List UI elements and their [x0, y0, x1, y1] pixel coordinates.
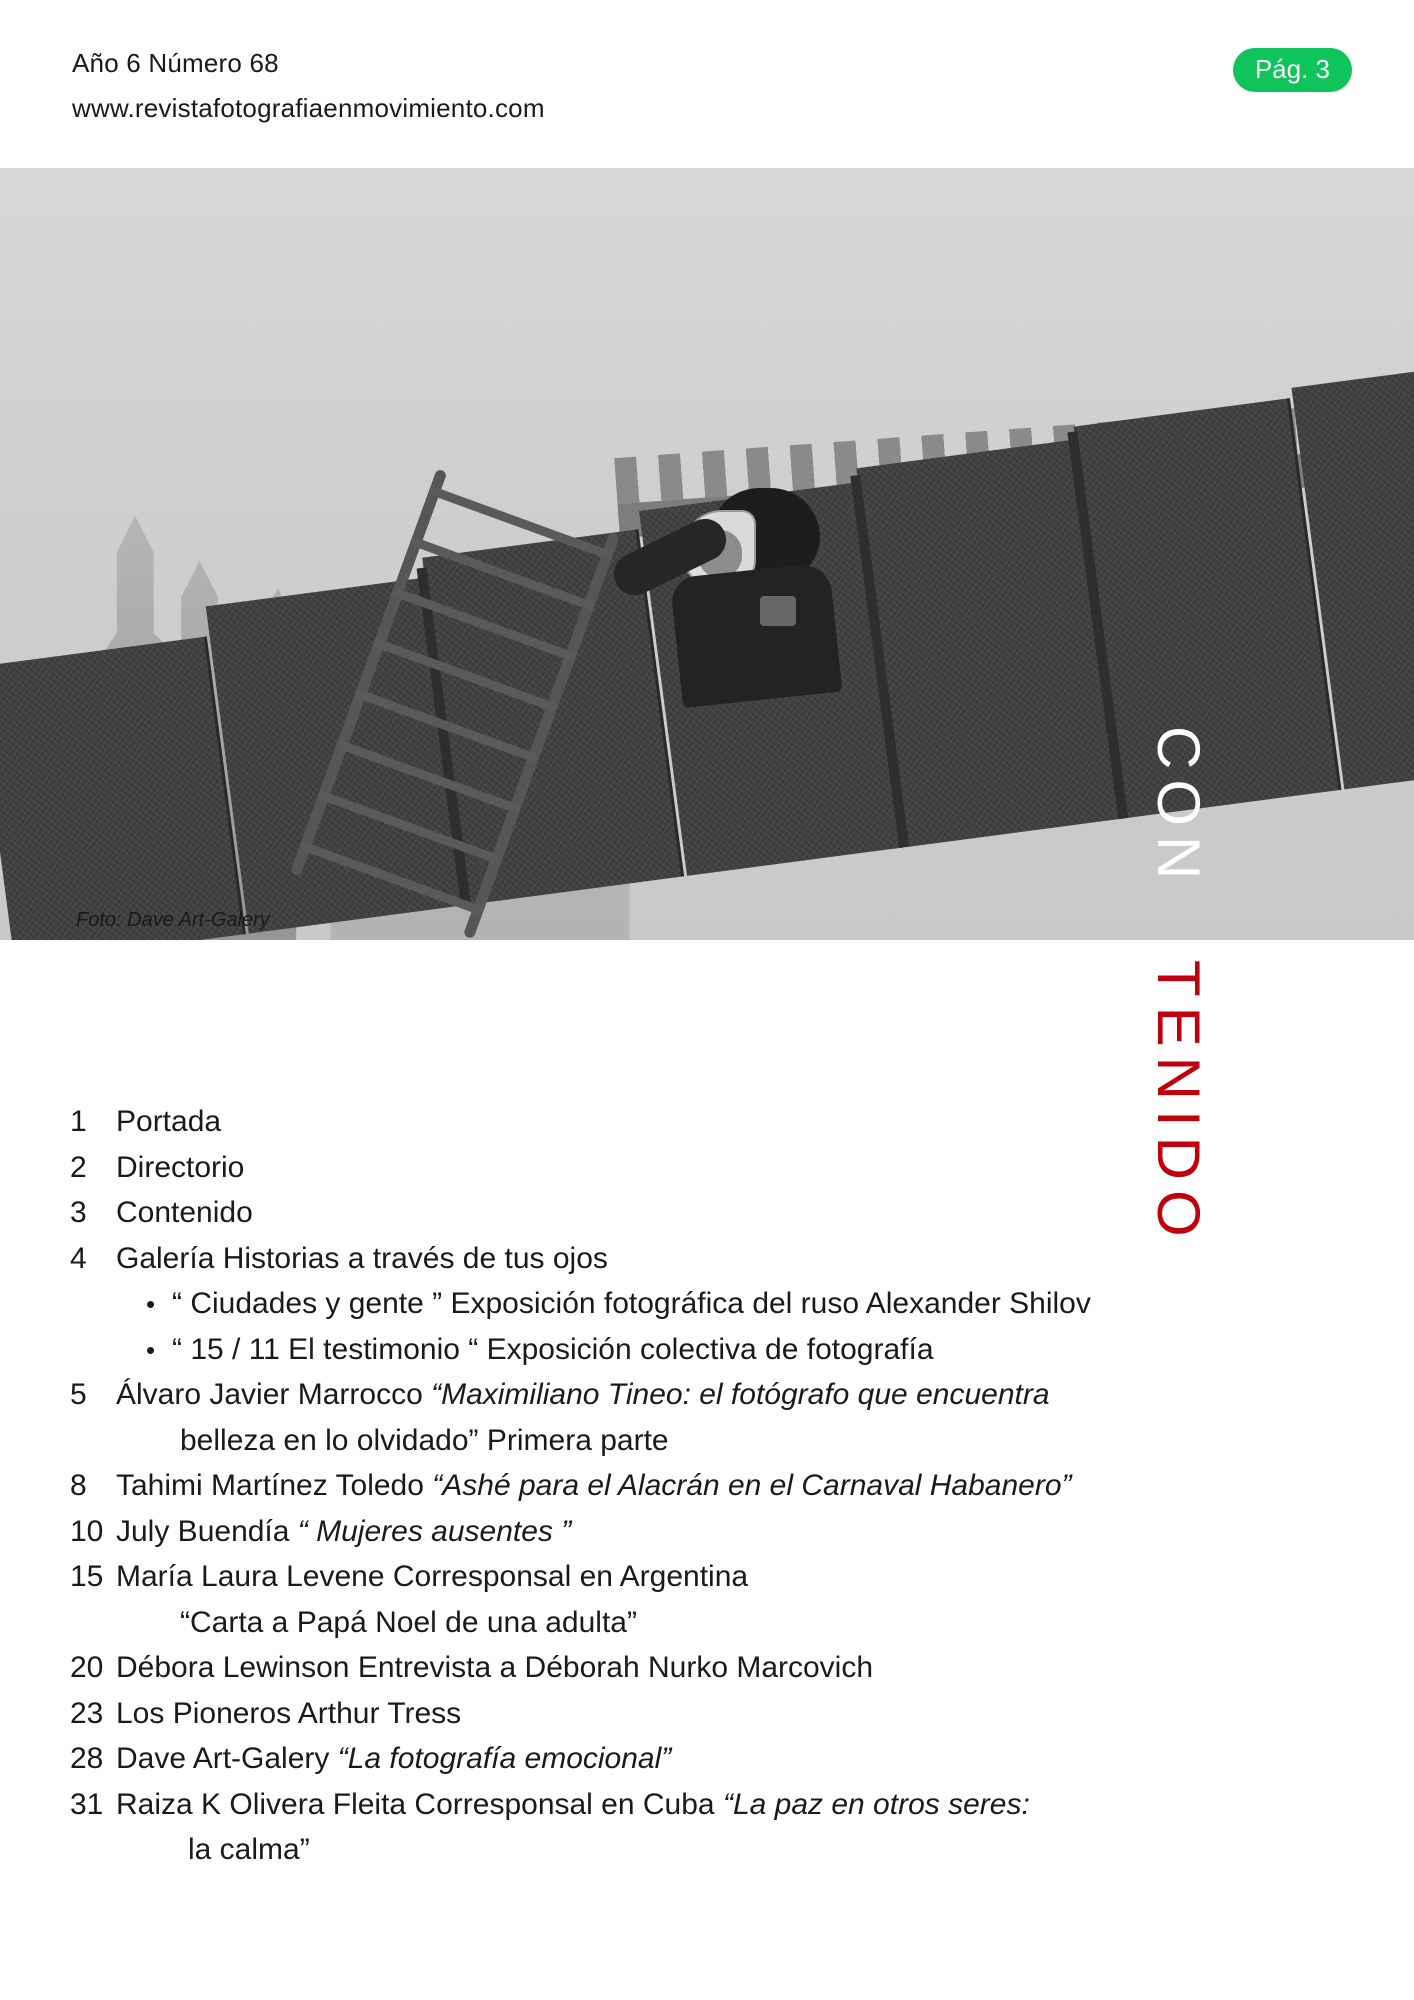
uniform-patch: [760, 596, 796, 626]
toc-item-author: Contenido: [116, 1196, 253, 1229]
vertical-title-con: CON: [1145, 726, 1212, 890]
toc-item-title: “Ashé para el Alacrán en el Carnaval Habanero”: [432, 1469, 1072, 1502]
toc-continuation-line: [60, 1419, 1344, 1463]
toc-item-author: Portada: [116, 1105, 222, 1138]
toc-entry[interactable]: [60, 1373, 1344, 1417]
toc-entry-text: [116, 1464, 1344, 1508]
vertical-title-tenido: TENIDO: [1145, 960, 1212, 1247]
toc-page-number: 31: [70, 1787, 104, 1821]
toc-entry-text: [116, 1510, 1344, 1554]
toc-item-author: Los Pioneros Arthur Tress: [116, 1696, 462, 1730]
toc-entry[interactable]: [60, 1646, 1344, 1690]
toc-entry-text: [116, 1692, 1344, 1736]
toc-page-number: 28: [70, 1742, 104, 1775]
toc-entry-text: [116, 1555, 1344, 1599]
toc-continuation-line: [60, 1601, 1344, 1645]
toc-item-author: July Buendía: [116, 1514, 298, 1548]
page-header: [0, 0, 1414, 168]
toc-entry[interactable]: [60, 1510, 1344, 1554]
toc-page-number: 10: [70, 1514, 104, 1548]
toc-bullet-item[interactable]: [60, 1328, 1344, 1372]
toc-page-number: 2: [70, 1150, 87, 1184]
toc-item-author: Galería Historias a través de tus ojos: [116, 1241, 608, 1275]
website-url: www.revistafotografiaenmovimiento.com: [72, 93, 545, 123]
toc-item-title: “ Mujeres ausentes ”: [297, 1514, 572, 1548]
toc-page-number: 4: [70, 1241, 87, 1275]
bullet-icon: •: [146, 1289, 156, 1319]
toc-item-title: “La paz en otros seres:: [722, 1787, 1030, 1821]
toc-item-author: Raiza K Olivera Fleita Corresponsal en Cuba: [116, 1787, 723, 1821]
toc-entry[interactable]: [60, 1692, 1344, 1736]
toc-entry-text: [116, 1737, 1344, 1781]
toc-item-author: Débora Lewinson Entrevista a Déborah Nurko Marcovich: [116, 1651, 874, 1684]
toc-entry[interactable]: [60, 1464, 1344, 1508]
toc-item-suffix: Primera parte: [478, 1423, 669, 1457]
toc-entry[interactable]: [60, 1737, 1344, 1781]
toc-entry[interactable]: [60, 1783, 1344, 1827]
toc-page-number: 8: [70, 1469, 87, 1502]
page-number-badge: Pág. 3: [1233, 48, 1352, 92]
toc-item-author: Tahimi Martínez Toledo: [116, 1469, 433, 1502]
toc-item-title: “Carta a Papá Noel de una adulta”: [180, 1605, 637, 1639]
toc-item-author: María Laura Levene Corresponsal en Argentina: [116, 1560, 749, 1593]
toc-page-number: 23: [70, 1696, 104, 1730]
toc-item-label: “ 15 / 11 El testimonio “ Exposición colectiva de fotografía: [172, 1332, 934, 1366]
toc-item-author: Directorio: [116, 1150, 245, 1184]
toc-entry-text: [116, 1373, 1344, 1417]
officer-torso: [670, 562, 843, 708]
toc-entry[interactable]: [60, 1555, 1344, 1599]
toc-item-title: “Maximiliano Tineo: el fotógrafo que encuentra: [431, 1378, 1050, 1411]
toc-page-number: 3: [70, 1196, 87, 1229]
bullet-icon: •: [146, 1334, 156, 1365]
toc-item-title: belleza en lo olvidado”: [180, 1423, 479, 1457]
toc-entry-text: [116, 1646, 1344, 1690]
toc-item-label: “ Ciudades y gente ” Exposición fotográfica del ruso Alexander Shilov: [172, 1287, 1091, 1320]
toc-continuation-line: [60, 1828, 1344, 1872]
toc-item-title: la calma”: [188, 1833, 310, 1866]
toc-item-author: Álvaro Javier Marrocco: [116, 1378, 432, 1411]
issue-number: Año 6 Número 68: [72, 48, 279, 78]
toc-page-number: 20: [70, 1651, 104, 1684]
toc-item-author: Dave Art-Galery: [116, 1742, 338, 1775]
riot-police-officer: [640, 478, 860, 698]
photo-credit: Foto: Dave Art-Galery: [76, 909, 270, 931]
toc-item-title: “La fotografía emocional”: [337, 1742, 672, 1775]
toc-entry-text: [116, 1783, 1344, 1827]
toc-page-number: 5: [70, 1378, 87, 1411]
toc-page-number: 1: [70, 1105, 87, 1138]
toc-page-number: 15: [70, 1560, 104, 1593]
toc-bullet-item[interactable]: [60, 1282, 1344, 1326]
